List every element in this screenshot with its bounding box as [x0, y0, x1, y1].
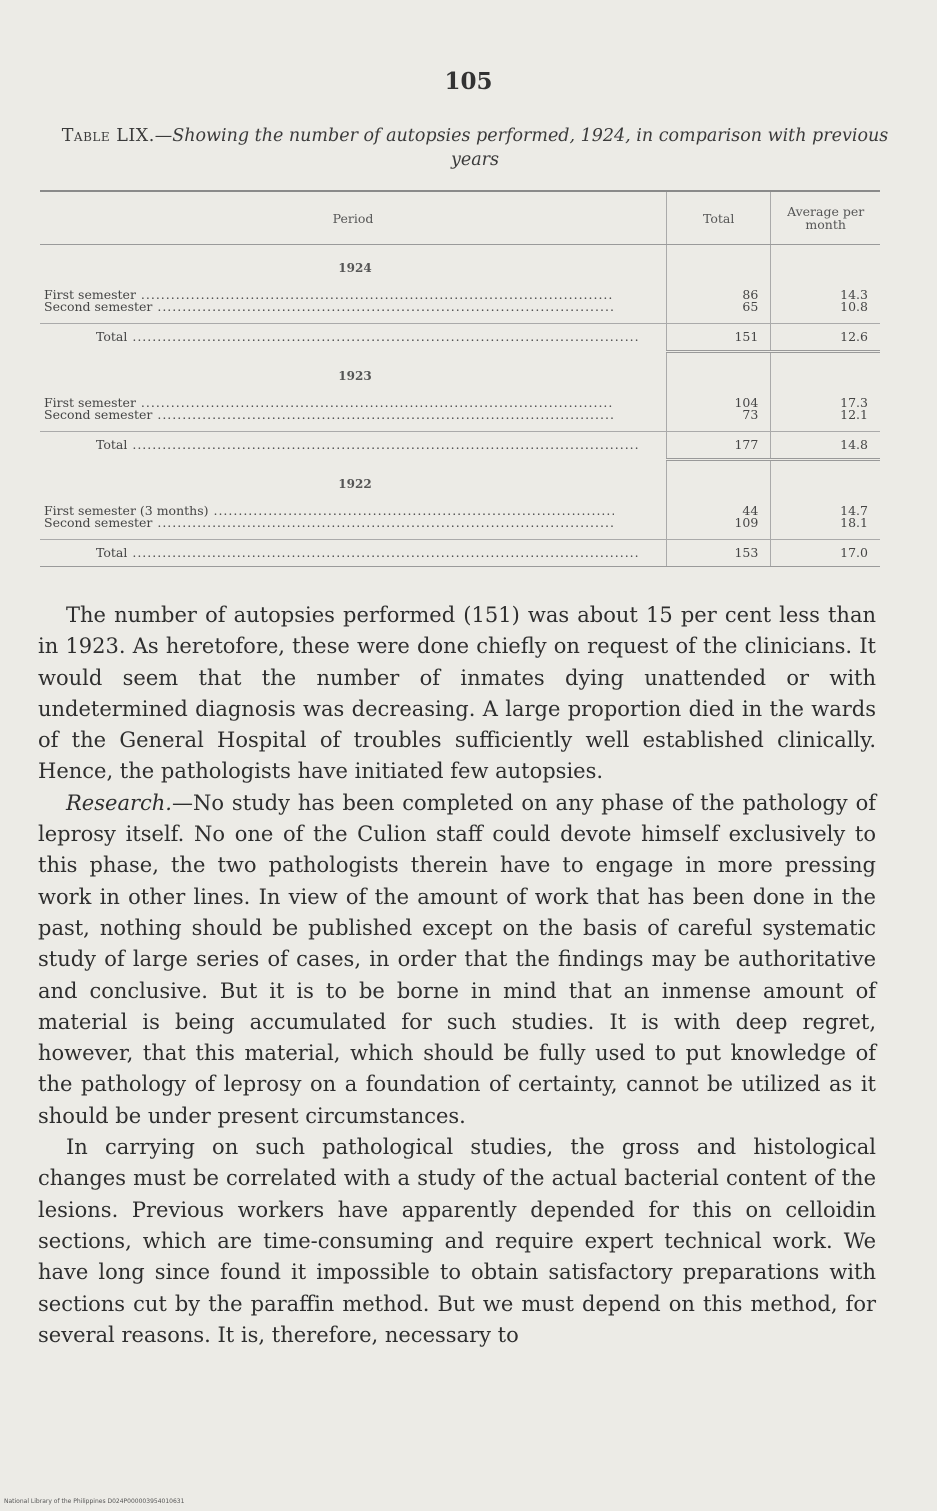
total-cell: 86 [667, 279, 771, 301]
table-label: Table LIX. [61, 126, 155, 146]
body-text [38, 600, 876, 1351]
year-label: 1923 [338, 369, 372, 383]
average-cell: 14.3 [771, 279, 880, 301]
period-cell: Second semester ..... [44, 409, 614, 421]
table-row [40, 409, 880, 432]
total-row [40, 432, 880, 460]
average-cell: 12.6 [771, 324, 880, 352]
total-cell: 44 [667, 495, 771, 517]
header-average: Average per month [771, 192, 880, 245]
year-label: 1924 [338, 261, 372, 275]
average-cell: 10.8 [771, 301, 880, 324]
year-label: 1922 [338, 477, 372, 491]
total-label: Total ..... [96, 432, 666, 458]
table-caption: —Showing the number of autopsies performed, 1924, in comparison with previous years [154, 126, 889, 170]
research-text: —No study has been completed on any phase of the pathology of leprosy itself. No one of the Culion staff could devote himself exclusively to this phase, the two pathologists therein have to engage in more pressing work in other lines. In view of the amount of work that has been done in the past, nothing should be published except on the basis of careful systematic study of large series of cases, in order that the findings may be authoritative and conclusive. But it is to be borne in mind that an inmense amount of material is being accumulated for such studies. It is with deep regret, however, that this material, which should be fully used to put knowledge of the pathology of leprosy on a foundation of certainty, cannot be utilized as it should be under present circumstances. [38, 790, 876, 1128]
total-row [40, 540, 880, 567]
period-cell: First semester ..... [44, 289, 614, 301]
page-number: 105 [444, 68, 493, 95]
total-cell: 151 [667, 324, 771, 352]
paragraph: The number of autopsies performed (151) was about 15 per cent less than in 1923. As heretofore, these were done chiefly on request of the clinicians. It would seem that the number of inmates dying unattended or with undetermined diagnosis was decreasing. A large proportion died in the wards of the General Hospital of troubles sufficiently well established clinically. Hence, the pathologists have initiated few autopsies. [38, 603, 876, 784]
total-cell: 109 [667, 517, 771, 540]
average-cell: 14.8 [771, 432, 880, 460]
paragraph [38, 788, 876, 1132]
research-heading: Research. [66, 790, 172, 815]
period-cell: First semester ..... [44, 397, 614, 409]
table-row [40, 495, 880, 517]
period-cell: First semester (3 months) ..... [44, 505, 614, 517]
table-row [40, 517, 880, 540]
total-row [40, 324, 880, 352]
table-title [60, 124, 890, 172]
period-cell: Second semester ..... [44, 517, 614, 529]
paragraph: In carrying on such pathological studies, the gross and histological changes must be correlated with a study of the actual bacterial content of the lesions. Previous workers have apparently depended for this on celloidin sections, which are time-consuming and require expert technical work. We have long since found it impossible to obtain satisfactory preparations with sections cut by the paraffin method. But we must depend on this method, for several reasons. It is, therefore, necessary to [38, 1135, 876, 1347]
average-cell: 17.3 [771, 387, 880, 409]
total-label: Total ..... [96, 540, 666, 566]
total-label: Total ..... [96, 324, 666, 350]
header-period: Period [40, 192, 667, 245]
table-row [40, 301, 880, 324]
total-cell: 177 [667, 432, 771, 460]
table-row [40, 387, 880, 409]
table-row [40, 279, 880, 301]
period-cell: Second semester ..... [44, 301, 614, 313]
average-cell: 18.1 [771, 517, 880, 540]
total-cell: 73 [667, 409, 771, 432]
average-cell: 17.0 [771, 540, 880, 567]
average-cell: 12.1 [771, 409, 880, 432]
average-cell: 14.7 [771, 495, 880, 517]
footer-credit: National Library of the Philippines D024P000003954010631 [4, 1498, 185, 1505]
autopsy-table [40, 190, 880, 567]
total-cell: 65 [667, 301, 771, 324]
total-cell: 104 [667, 387, 771, 409]
total-cell: 153 [667, 540, 771, 567]
header-total: Total [667, 192, 771, 245]
